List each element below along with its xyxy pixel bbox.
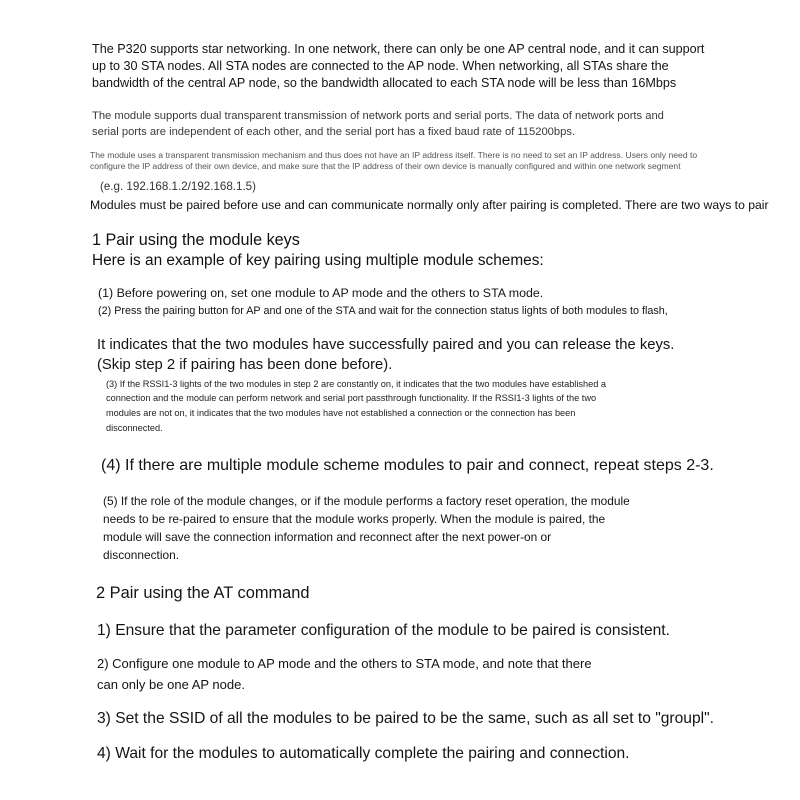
section-1-heading: 1 Pair using the module keys	[92, 231, 300, 249]
section-2-step-3: 3) Set the SSID of all the modules to be paired to be the same, such as all set to "groupl".	[97, 710, 714, 727]
section-2-step-1: 1) Ensure that the parameter configuration of the module to be paired is consistent.	[97, 622, 670, 639]
section-1-step-4: (4) If there are multiple module scheme modules to pair and connect, repeat steps 2-3.	[101, 457, 714, 474]
section-1-step-5-line-2: needs to be re-paired to ensure that the module works properly. When the module is paired, the	[103, 512, 606, 526]
section-1-step-5-line-3: module will save the connection information and reconnect after the next power-on or	[103, 530, 552, 544]
section-1-step-3-line-1: (3) If the RSSI1-3 lights of the two modules in step 2 are constantly on, it indicates that the two modules have established a	[106, 379, 606, 389]
ip-example: (e.g. 192.168.1.2/192.168.1.5)	[100, 180, 256, 193]
section-2-heading: 2 Pair using the AT command	[96, 584, 310, 602]
section-1-step-3-line-2: connection and the module can perform network and serial port passthrough functionality. If the RSSI1-3 lights of the two	[106, 393, 597, 403]
section-1-step-1: (1) Before powering on, set one module to AP mode and the others to STA mode.	[98, 286, 544, 300]
section-1-step-5-line-1: (5) If the role of the module changes, or if the module performs a factory reset operation, the module	[103, 494, 630, 508]
section-1-step-3-line-3: modules are not on, it indicates that the two modules have not established a connection or the connection has been	[106, 408, 576, 418]
intro-line-1: The P320 supports star networking. In one network, there can only be one AP central node, and it can support	[92, 42, 705, 56]
section-1-step-2-continued-2: (Skip step 2 if pairing has been done before).	[97, 357, 393, 373]
section-2-step-4: 4) Wait for the modules to automatically complete the pairing and connection.	[97, 745, 630, 762]
ip-note-line-2: configure the IP address of their own device, and make sure that the IP address of their own device is manually configured and within one network segment	[90, 161, 681, 171]
dual-transmission-line-2: serial ports are independent of each other, and the serial port has a fixed baud rate of 115200bps.	[92, 126, 576, 138]
section-1-step-3-line-4: disconnected.	[106, 423, 163, 433]
section-1-step-2: (2) Press the pairing button for AP and one of the STA and wait for the connection status lights of both modules to flash,	[98, 305, 668, 317]
section-1-subheading: Here is an example of key pairing using multiple module schemes:	[92, 252, 544, 269]
section-1-step-2-continued-1: It indicates that the two modules have successfully paired and you can release the keys.	[97, 337, 675, 353]
section-1-step-5-line-4: disconnection.	[103, 548, 180, 562]
dual-transmission-line-1: The module supports dual transparent transmission of network ports and serial ports. The data of network ports and	[92, 110, 664, 122]
pairing-intro: Modules must be paired before use and can communicate normally only after pairing is completed. There are two ways to pair	[90, 198, 769, 212]
intro-line-2: up to 30 STA nodes. All STA nodes are connected to the AP node. When networking, all STAs share the	[92, 59, 669, 73]
ip-note-line-1: The module uses a transparent transmission mechanism and thus does not have an IP address itself. There is no need to set an IP address. Users only need to	[90, 150, 698, 160]
section-2-step-2-line-2: can only be one AP node.	[97, 677, 245, 692]
section-2-step-2-line-1: 2) Configure one module to AP mode and the others to STA mode, and note that there	[97, 656, 592, 671]
intro-line-3: bandwidth of the central AP node, so the bandwidth allocated to each STA node will be less than 16Mbps	[92, 76, 677, 90]
